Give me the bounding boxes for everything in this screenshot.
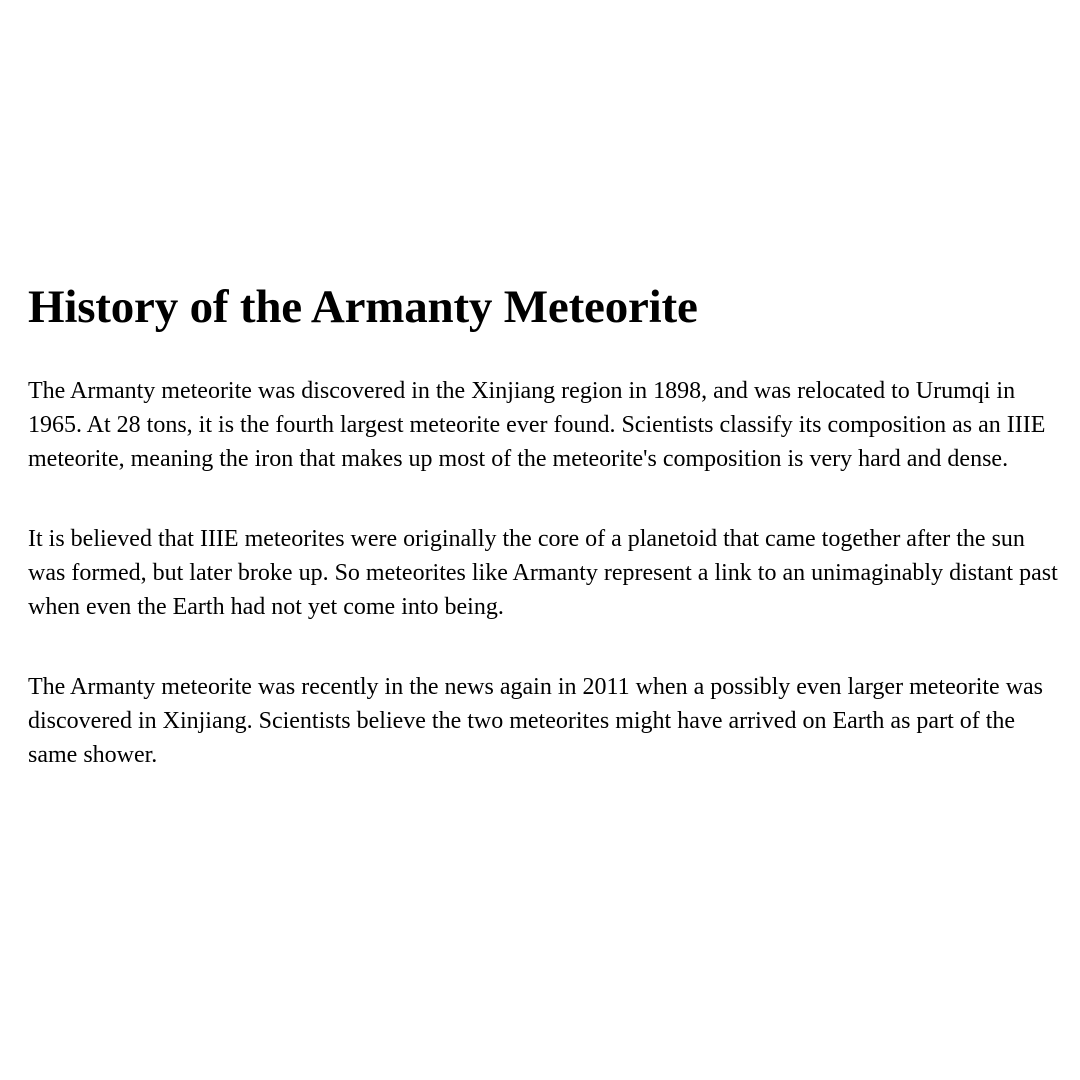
article-paragraph-1: The Armanty meteorite was discovered in the Xinjiang region in 1898, and was relocated to Urumqi in 1965. At 28 tons, it is the fourth largest meteorite ever found. Scientists classify its composition as an IIIE meteorite, meaning the iron that makes up most of the meteorite's composition is very hard and dense.	[28, 378, 1046, 472]
article-paragraph-3: The Armanty meteorite was recently in the news again in 2011 when a possibly even larger meteorite was discovered in Xinjiang. Scientists believe the two meteorites might have arrived on Earth as part of the same shower.	[28, 674, 1044, 768]
page-title: History of the Armanty Meteorite	[28, 281, 698, 333]
article	[28, 278, 1058, 818]
article-paragraph-2: It is believed that IIIE meteorites were originally the core of a planetoid that came together after the sun was formed, but later broke up. So meteorites like Armanty represent a link to an unimaginably distant past when even the Earth had not yet come into being.	[28, 526, 1058, 620]
